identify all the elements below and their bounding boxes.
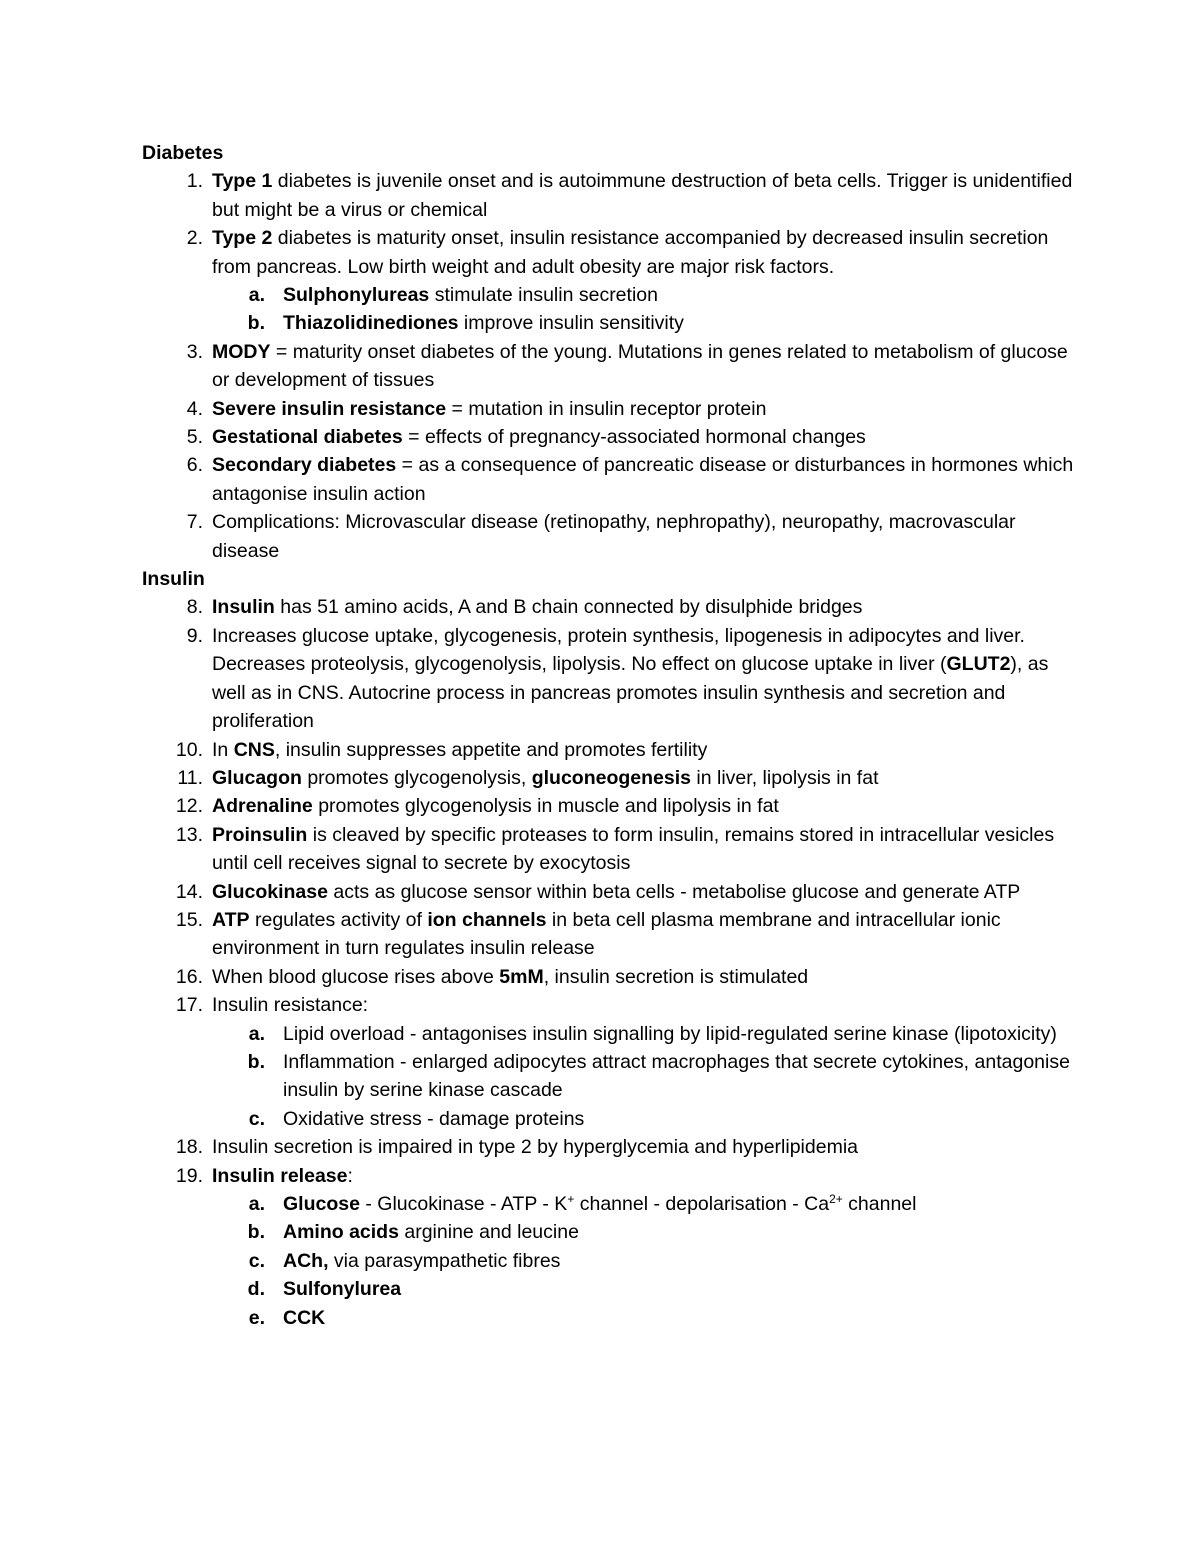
- item-number: 2.: [186, 227, 203, 250]
- item-number: 18.: [175, 1136, 203, 1159]
- sub-item-term: Thiazolidinediones: [283, 312, 459, 335]
- item-term: Glucagon: [212, 766, 302, 789]
- item-term: CNS: [233, 738, 275, 761]
- item-number: 19.: [175, 1164, 203, 1187]
- sub-item-text: improve insulin sensitivity: [458, 312, 684, 335]
- item-text: Complications: Microvascular disease (retinopathy, nephropathy), neuropathy, macrovascular disease: [212, 511, 1016, 562]
- sub-list-item: [142, 309, 1082, 337]
- sub-item-letter: b.: [247, 312, 265, 335]
- item-text-continued: in liver, lipolysis in fat: [691, 766, 879, 789]
- list-item: [142, 338, 1082, 395]
- sub-list-item: [142, 1048, 1082, 1105]
- item-text: = effects of pregnancy-associated hormonal changes: [402, 426, 866, 449]
- list-item: [142, 792, 1082, 820]
- section-heading-insulin: Insulin: [142, 568, 205, 591]
- sub-item-text: Lipid overload - antagonises insulin signalling by lipid-regulated serine kinase (lipotoxicity): [283, 1022, 1057, 1045]
- item-number: 1.: [186, 170, 203, 193]
- item-number: 11.: [177, 766, 203, 789]
- item-term: Glucokinase: [212, 880, 328, 903]
- sub-item-text: Inflammation - enlarged adipocytes attract macrophages that secrete cytokines, antagonise insulin by serine kinase cascade: [283, 1050, 1070, 1102]
- item-number: 16.: [175, 965, 203, 988]
- sub-item-letter: b.: [247, 1050, 265, 1073]
- item-term: Secondary diabetes: [212, 454, 397, 477]
- list-item: [142, 593, 1082, 621]
- item-term: Gestational diabetes: [212, 426, 403, 449]
- item-term: Type 1: [212, 170, 273, 193]
- item-number: 17.: [175, 994, 203, 1017]
- item-term: Insulin release: [212, 1164, 348, 1187]
- item-text: When blood glucose rises above: [212, 965, 500, 988]
- sub-list-item: [142, 1105, 1082, 1133]
- sub-item-letter: a.: [248, 1193, 265, 1215]
- item-text: In: [212, 738, 234, 761]
- list-item: [142, 395, 1082, 423]
- list-item: [142, 224, 1082, 281]
- list-item: [142, 1133, 1082, 1161]
- sub-list-item: [142, 1247, 1082, 1275]
- sub-item-letter: a.: [248, 1022, 265, 1045]
- item-number: 8.: [186, 596, 203, 619]
- sub-item-text: - Glucokinase - ATP - K: [359, 1193, 568, 1215]
- item-term: 5mM: [499, 965, 544, 988]
- item-text: = maturity onset diabetes of the young. Mutations in genes related to metabolism of glucose or development of tissues: [212, 340, 1068, 392]
- list-item: [142, 736, 1082, 764]
- sub-item-term: Sulphonylureas: [283, 284, 430, 307]
- list-item: [142, 821, 1082, 878]
- item-text: has 51 amino acids, A and B chain connected by disulphide bridges: [274, 596, 863, 619]
- sub-item-term: Glucose: [283, 1193, 360, 1215]
- item-text: = as a consequence of pancreatic disease or disturbances in hormones which antagonise insulin action: [212, 454, 1074, 505]
- item-text-continued: , insulin secretion is stimulated: [543, 965, 809, 988]
- sub-item-text: via parasympathetic fibres: [328, 1249, 561, 1272]
- item-text-continued: ), as well as in CNS. Autocrine process in pancreas promotes insulin synthesis and secretion and proliferation: [212, 653, 1049, 733]
- item-number: 4.: [186, 397, 203, 420]
- sub-item-letter: c.: [248, 1249, 265, 1272]
- sub-list-item: [142, 1190, 1082, 1218]
- list-item: [142, 991, 1082, 1019]
- sub-item-text: arginine and leucine: [398, 1221, 579, 1244]
- list-item: [142, 906, 1082, 963]
- item-term: MODY: [212, 340, 271, 363]
- list-item: [142, 622, 1082, 736]
- item-text: Insulin resistance:: [212, 994, 369, 1017]
- sub-item-letter: e.: [248, 1306, 265, 1329]
- sub-item-text-continued: channel - depolarisation - Ca: [574, 1193, 830, 1215]
- item-number: 6.: [186, 454, 203, 477]
- item-term-secondary: ion channels: [427, 908, 547, 931]
- list-item: [142, 423, 1082, 451]
- list-item: [142, 451, 1082, 508]
- sub-list-item: [142, 1304, 1082, 1332]
- list-item: [142, 764, 1082, 792]
- item-text-continued: in beta cell plasma membrane and intracellular ionic environment in turn regulates insulin release: [212, 908, 1001, 960]
- sub-list-item: [142, 1020, 1082, 1048]
- item-text: = mutation in insulin receptor protein: [446, 397, 767, 420]
- item-text: regulates activity of: [249, 908, 428, 931]
- sub-list-item: [142, 1218, 1082, 1246]
- item-text: Increases glucose uptake, glycogenesis, protein synthesis, lipogenesis in adipocytes and liver. Decreases proteolysis, glycogenolysis, lipolysis. No effect on glucose uptake in liver (: [212, 624, 1025, 676]
- item-text: diabetes is juvenile onset and is autoimmune destruction of beta cells. Trigger is unidentified but might be a virus or chemical: [212, 170, 1073, 221]
- item-number: 13.: [175, 823, 203, 846]
- item-number: 7.: [186, 511, 203, 534]
- sub-list-item: [142, 1275, 1082, 1303]
- sub-item-term: Sulfonylurea: [283, 1278, 402, 1301]
- sub-item-letter: a.: [248, 284, 265, 307]
- sub-list-item: [142, 281, 1082, 309]
- sub-item-text-end: channel: [842, 1193, 917, 1215]
- sub-item-letter: d.: [247, 1278, 265, 1301]
- sub-item-letter: c.: [248, 1107, 265, 1130]
- item-text: is cleaved by specific proteases to form insulin, remains stored in intracellular vesicles until cell receives signal to secrete by exocytosis: [212, 823, 1055, 875]
- item-text: diabetes is maturity onset, insulin resistance accompanied by decreased insulin secretion from pancreas. Low birth weight and adult obesity are major risk factors.: [212, 227, 1049, 278]
- item-number: 5.: [186, 426, 203, 449]
- list-item: [142, 963, 1082, 991]
- item-number: 14.: [175, 880, 203, 903]
- sub-item-term: CCK: [283, 1306, 326, 1329]
- item-term: Type 2: [212, 227, 273, 250]
- item-term: GLUT2: [946, 653, 1011, 676]
- item-term: Adrenaline: [212, 795, 313, 818]
- item-number: 3.: [186, 340, 203, 363]
- list-item: [142, 1162, 1082, 1190]
- list-item: [142, 878, 1082, 906]
- list-item: [142, 508, 1082, 565]
- sub-item-text: Oxidative stress - damage proteins: [283, 1107, 585, 1130]
- document-content: [142, 139, 1082, 1332]
- item-text: acts as glucose sensor within beta cells - metabolise glucose and generate ATP: [327, 880, 1021, 903]
- sub-item-text: stimulate insulin secretion: [429, 284, 658, 307]
- item-number: 10.: [175, 738, 203, 761]
- list-item: [142, 167, 1082, 224]
- section-heading-diabetes: Diabetes: [142, 142, 224, 164]
- item-text: :: [347, 1164, 353, 1187]
- item-text-continued: , insulin suppresses appetite and promotes fertility: [274, 738, 708, 761]
- item-term: Severe insulin resistance: [212, 397, 447, 420]
- superscript-2plus: 2+: [829, 1192, 843, 1206]
- sub-item-term: Amino acids: [283, 1221, 399, 1244]
- item-term: ATP: [212, 908, 250, 931]
- item-term: Proinsulin: [212, 823, 308, 846]
- item-number: 15.: [175, 908, 203, 931]
- item-text: promotes glycogenolysis,: [301, 766, 532, 789]
- item-term-secondary: gluconeogenesis: [531, 766, 691, 789]
- item-term: Insulin: [212, 596, 275, 619]
- item-number: 9.: [186, 624, 203, 647]
- item-number: 12.: [175, 795, 203, 818]
- sub-item-term: ACh,: [283, 1249, 329, 1272]
- superscript-plus: +: [567, 1192, 575, 1206]
- sub-item-letter: b.: [247, 1221, 265, 1244]
- item-text: promotes glycogenolysis in muscle and lipolysis in fat: [312, 795, 779, 818]
- item-text: Insulin secretion is impaired in type 2 by hyperglycemia and hyperlipidemia: [212, 1136, 858, 1159]
